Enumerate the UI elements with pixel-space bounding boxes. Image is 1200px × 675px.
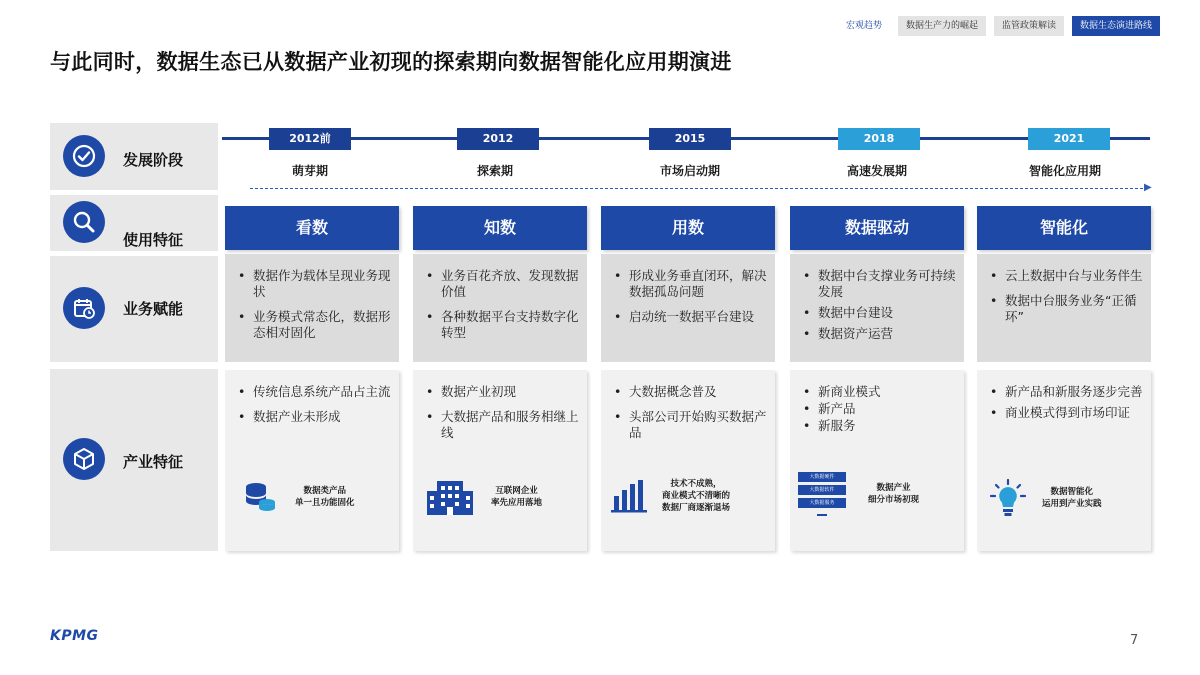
timeline-dashed-arrow: [250, 188, 1148, 189]
list-item: • 数据中台支撑业务可持续发展: [800, 268, 956, 300]
page-number: 7: [1130, 633, 1139, 648]
business-cell: [790, 254, 964, 362]
column-header: 智能化: [977, 206, 1151, 250]
list-item: • 业务模式常态化，数据形态相对固化: [235, 309, 391, 341]
list-item: • 新产品: [800, 401, 956, 417]
business-cell: [601, 254, 775, 362]
list-item: • 新服务: [800, 418, 956, 434]
column-header: 用数: [601, 206, 775, 250]
phase-label: 智能化应用期: [1028, 164, 1101, 178]
year-badge: 2012: [457, 128, 539, 150]
industry-cell: [601, 370, 775, 551]
year-badge: 2015: [649, 128, 731, 150]
industry-cell: [413, 370, 587, 551]
footer-line: 率先应用落地: [491, 498, 543, 508]
nav-tab-ecosystem-roadmap[interactable]: 数据生态演进路线: [1072, 16, 1160, 36]
column-header: 数据驱动: [790, 206, 964, 250]
industry-footer: [988, 478, 1102, 518]
stack-item: 大数据服务: [798, 498, 846, 508]
industry-cell: [790, 370, 964, 551]
nav-tab-data-productivity[interactable]: 数据生产力的崛起: [898, 16, 986, 36]
business-cell: [977, 254, 1151, 362]
list-item: • 新产品和新服务逐步完善: [987, 384, 1143, 400]
list-item: • 数据产业初现: [423, 384, 579, 400]
stacked-list-icon: [798, 472, 854, 516]
footer-line: 数据类产品: [303, 486, 347, 496]
year-badge: 2021: [1028, 128, 1110, 150]
list-item: • 数据中台服务业务“正循环”: [987, 293, 1143, 325]
calendar-clock-icon: [63, 287, 105, 329]
industry-footer: [610, 478, 730, 514]
stack-item: 大数据硬件: [798, 472, 846, 482]
list-item: • 启动统一数据平台建设: [611, 309, 767, 325]
footer-line: 细分市场初现: [868, 495, 920, 505]
list-item: • 数据资产运营: [800, 326, 956, 342]
row-label-stage: [50, 123, 218, 190]
kpmg-logo: KPMG: [50, 628, 99, 644]
footer-line: 数据智能化: [1050, 487, 1094, 497]
footer-line: 运用到产业实践: [1042, 499, 1102, 509]
footer-line: 商业模式不清晰的: [662, 491, 731, 501]
phase-label: 萌芽期: [291, 164, 328, 178]
footer-line: 数据厂商逐渐退场: [662, 503, 731, 513]
list-item: • 云上数据中台与业务伴生: [987, 268, 1143, 284]
nav-tab-macro-trend[interactable]: 宏观趋势: [845, 21, 882, 31]
row-label-text: 业务赋能: [123, 300, 184, 318]
row-label-industry: [50, 369, 218, 551]
list-item: • 传统信息系统产品占主流: [235, 384, 391, 400]
bar-chart-icon: [610, 478, 650, 514]
section-nav: [838, 16, 1160, 36]
phase-label: 市场启动期: [659, 164, 720, 178]
list-item: • 大数据概念普及: [611, 384, 767, 400]
footer-line: 数据产业: [876, 483, 911, 493]
lightbulb-icon: [988, 478, 1028, 518]
list-item: • 头部公司开始购买数据产品: [611, 409, 767, 441]
row-label-text: 发展阶段: [123, 151, 184, 169]
arrow-right-icon: ▶: [1144, 182, 1152, 193]
business-cell: [413, 254, 587, 362]
cube-icon: [63, 438, 105, 480]
industry-footer: [798, 472, 919, 516]
page-title: 与此同时，数据生态已从数据产业初现的探索期向数据智能化应用期演进: [50, 50, 732, 74]
magnifier-icon: [63, 201, 105, 243]
list-item: • 业务百花齐放、发现数据价值: [423, 268, 579, 300]
year-badge: 2012前: [269, 128, 351, 150]
footer-line: 技术不成熟，: [670, 479, 722, 489]
business-cell: [225, 254, 399, 362]
stack-item: 大数据软件: [798, 485, 846, 495]
year-badge: 2018: [838, 128, 920, 150]
list-item: • 大数据产品和服务相继上线: [423, 409, 579, 441]
footer-line: 单一且功能固化: [295, 498, 355, 508]
list-item: • 数据产业未形成: [235, 409, 391, 425]
nav-tab-regulation[interactable]: 监管政策解读: [994, 16, 1064, 36]
phase-label: 高速发展期: [846, 164, 907, 178]
list-item: • 各种数据平台支持数字化转型: [423, 309, 579, 341]
phase-label: 探索期: [476, 164, 513, 178]
row-label-usage: [50, 195, 218, 251]
column-header: 看数: [225, 206, 399, 250]
row-label-text: 使用特征: [123, 231, 184, 249]
list-item: • 新商业模式: [800, 384, 956, 400]
row-label-business: [50, 256, 218, 362]
footer-line: 互联网企业: [495, 486, 538, 496]
column-header: 知数: [413, 206, 587, 250]
row-label-text: 产业特征: [123, 453, 184, 471]
list-item: • 形成业务垂直闭环，解决数据孤岛问题: [611, 268, 767, 300]
database-coins-icon: [243, 480, 277, 514]
list-item: • 数据作为载体呈现业务现状: [235, 268, 391, 300]
industry-footer: [423, 477, 542, 517]
list-item: • 商业模式得到市场印证: [987, 405, 1143, 421]
industry-cell: [977, 370, 1151, 551]
industry-cell: [225, 370, 399, 551]
building-icon: [423, 477, 477, 517]
industry-footer: [243, 480, 355, 514]
check-circle-icon: [63, 135, 105, 177]
list-item: • 数据中台建设: [800, 305, 956, 321]
